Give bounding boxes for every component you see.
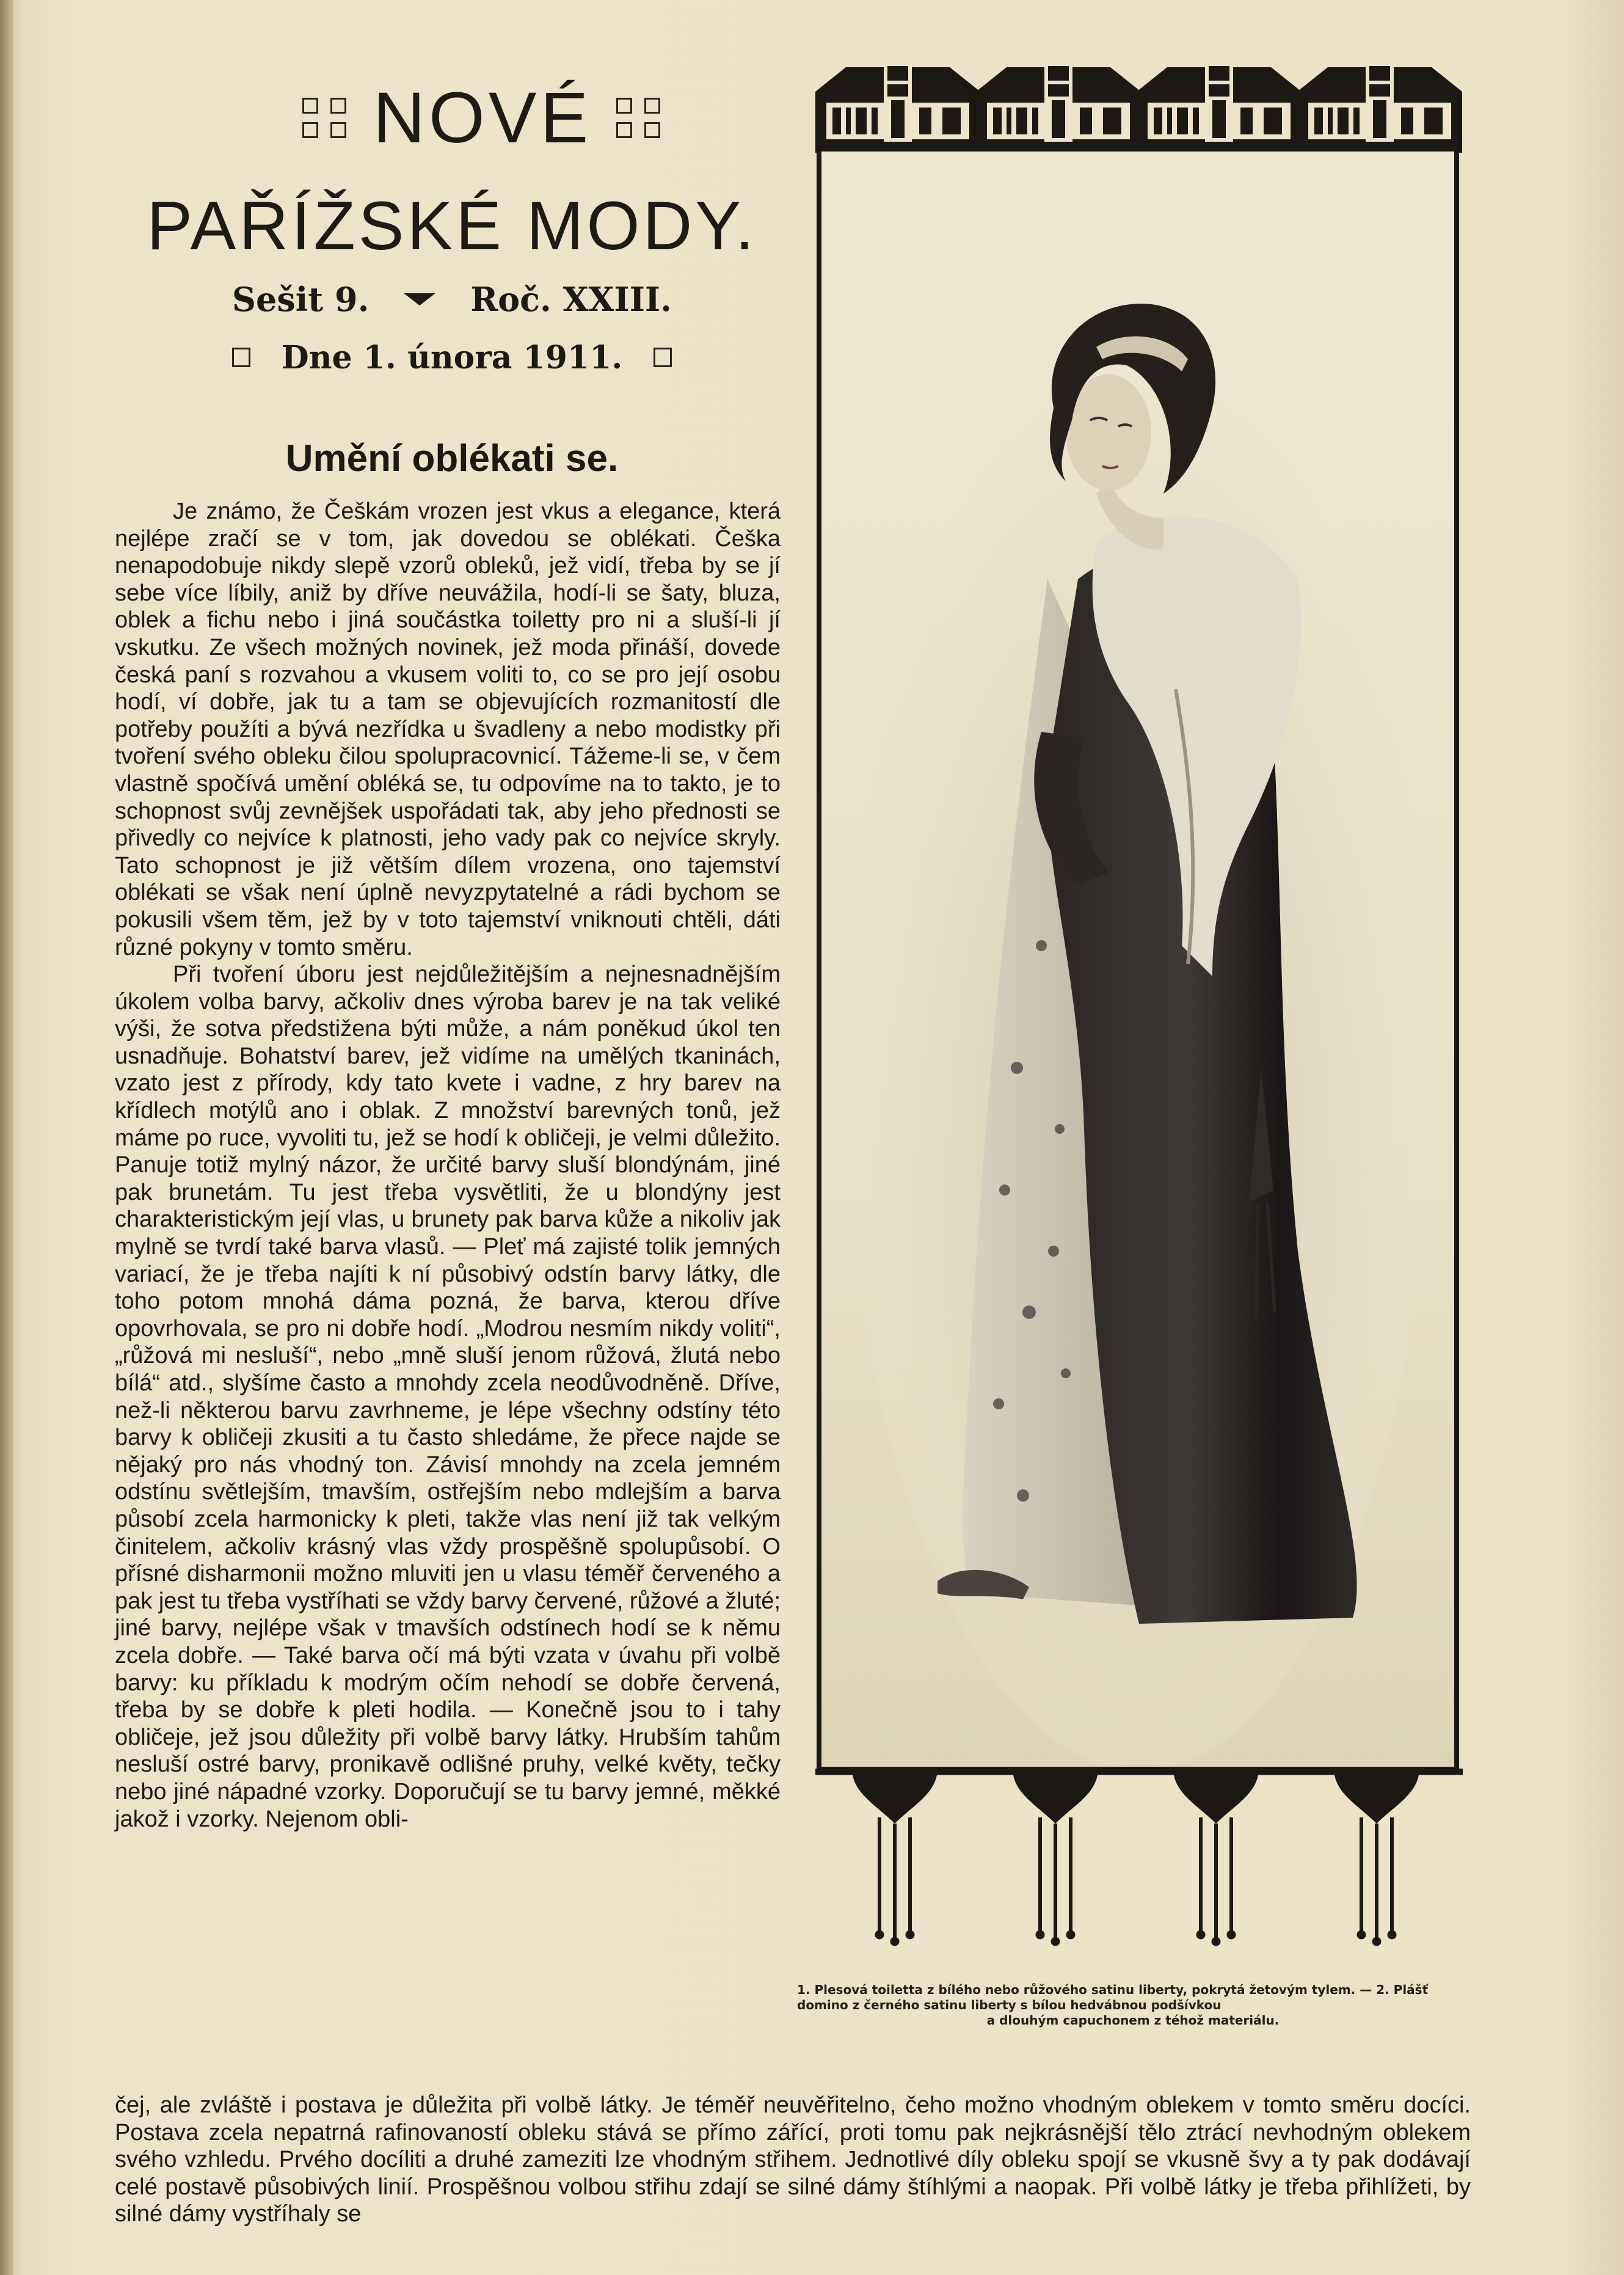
article-continuation <box>115 2092 1471 2227</box>
article-paragraph: Při tvoření úboru jest nejdůležitějším a nejnesnadnějším úkolem volba barvy, ačkoliv dnes výroba barev je na tak veliké výši, že sotva předstižena býti může, a nám poněkud úkol ten usnadňuje. Bohatství barev, jež vidíme na umělých tkaninách, vzato jest z přírody, kdy tato kvete i vadne, z hry barev na křídlech motýlů ano i oblak. Z množství barevných tonů, jež máme po ruce, vyvoliti tu, jež se hodí k obličeji, je velmi důležito. Panuje totiž mylný názor, že určité barvy sluší blondýnám, jiné pak brunetám. Tu jest třeba vysvětliti, že u blondýny jest charakteristickým její vlas, u brunety pak barva kůže a nikoliv jak mylně se tvrdí také barva vlasů. — Pleť má zajisté tolik jemných variací, že je třeba najíti k ní působivý odstín barvy látky, dle toho potom mnohá dáma pozná, že barva, kterou dříve opovrhovala, se pro ni dobře hodí. „Modrou nesmím nikdy voliti“, „růžová mi nesluší“, nebo „mně sluší jenom růžová, žlutá nebo bílá“ atd., slyšíme často a mnohdy zcela neodůvodněně. Dříve, než-li některou barvu zavrhneme, je lépe všechny odstíny této barvy k obličeji zkusiti a tu často shledáme, že přece najde se nějaký pro nás vhodný ton. Závisí mnohdy na zcela jemném odstínu světlejším, tmavším, ostřejším nebo mdlejším a barva působí zcela harmonicky k pleti, takže vlas není již tak velkým činitelem, ačkoliv krásný vlas vždy prospěšně spolupůsobí. O přísné disharmonii možno mluviti jen u vlasu téměř červeného a pak jest tu třeba vystříhati se vždy barvy červené, růžové a žluté; jiné barvy, nejlépe však v tmavších odstínech hodí se k němu zcela dobře. — Také barva očí má býti vzata v úvahu při volbě barvy: ku příkladu k modrým očím nehodí se dobře červená, třeba by se dobře k pleti hodila. — Konečně jsou to i tahy obličeje, jež jsou důležity při volbě barvy látky. Hrubším tahům nesluší ostré barvy, pronikavě odlišné pruhy, velké květy, tečky nebo jiné nápadné vzorky. Doporučují se tu barvy jemné, měkké jakož i vzorky. Nejenom obli- <box>115 962 781 1832</box>
masthead-title-bottom: PAŘÍŽSKÉ MODY. <box>147 188 757 264</box>
issue-info <box>232 278 672 321</box>
masthead-title-top: NOVÉ <box>373 78 592 158</box>
triangle-down-icon <box>404 293 435 305</box>
caption-line-1: 1. Plesová toiletta z bílého nebo růžového satinu liberty, pokrytá žetovým tylem. — 2. Plášť domino z černého satinu liberty s bílou hedvábnou podšívkou <box>797 1982 1429 2012</box>
book-spine-edge <box>0 0 13 2275</box>
square-left-icon <box>232 348 250 367</box>
issue-date: Dne 1. února 1911. <box>281 338 623 376</box>
caption-line-2: a dlouhým capuchonem z téhož materiálu. <box>986 2013 1280 2028</box>
article-body-column <box>115 498 781 2086</box>
article-title: Umění oblékati se. <box>285 437 619 480</box>
masthead-line1 <box>232 72 733 164</box>
fashion-illustration-frame <box>817 152 1459 1770</box>
article-paragraph: Je známo, že Češkám vrozen jest vkus a elegance, která nejlépe zračí se v tom, jak dovedou se oblékati. Češka nenapodobuje nikdy slepě vzorů obleků, jež vidí, třeba by se jí sebe více líbily, aniž by dříve neuvážila, hodí-li se šaty, bluza, oblek a fichu nebo i jiná součástka toiletty pro ni a sluší-li jí vskutku. Ze všech možných novinek, jež moda přináší, dovede česká paní s rozvahou a vkusem voliti to, co se pro její osobu hodí, ví dobře, jak tu a tam se objevujících rozmanitostí dle potřeby použíti a bývá nezřídka u švadleny a nebo modistky při tvoření svého obleku čilou spolupracovnicí. Tážeme-li se, v čem vlastně spočívá umění obléká se, tu odpovíme na to takto, je to schopnost svůj zevnějšek uspořádati tak, aby jeho přednosti se přivedly co nejvíce k platnosti, jeho vady pak co nejvíce skryly. Tato schopnost je již větším dílem vrozena, ono tajemství oblékati se však není úplně nevyzpytatelné a rádi bychom se pokusili všem těm, jež by v toto tajemství vniknouti chtěli, dáti různé pokyny v tomto směru. <box>115 498 781 960</box>
art-nouveau-bottom-ornament <box>815 1769 1463 1952</box>
square-ornament-left-icon <box>302 98 349 138</box>
fashion-figure-illustration <box>821 152 1454 1767</box>
issue-date-line <box>232 336 672 379</box>
article-paragraph-continued: čej, ale zvláště i postava je důležita při volbě látky. Je téměř neuvěřitelno, čeho možno vhodným oblekem v tomto směru docíci. Postava zcela nepatrná rafinovaností obleku stává se přímo zářící, proti tomu pak nejkrásnější tělo ztrácí nevhodným oblekem svého vzhledu. Prvého docíliti a druhé zameziti lze vhodným střihem. Jednotlivé díly obleku spojí se vkusně švy a ty pak dodávají celé postavě působivých linií. Prospěšnou volbou střihu zdají se silné dámy štíhlými a naopak. Při volbě látky je třeba přihlížeti, by silné dámy vystříhaly se <box>115 2092 1471 2227</box>
square-ornament-right-icon <box>616 98 663 138</box>
art-nouveau-top-ornament <box>815 55 1463 153</box>
square-right-icon <box>654 348 672 367</box>
issue-number: Sešit 9. <box>232 280 370 319</box>
volume-number: Roč. XXIII. <box>470 280 672 319</box>
illustration-caption <box>797 1982 1469 2037</box>
